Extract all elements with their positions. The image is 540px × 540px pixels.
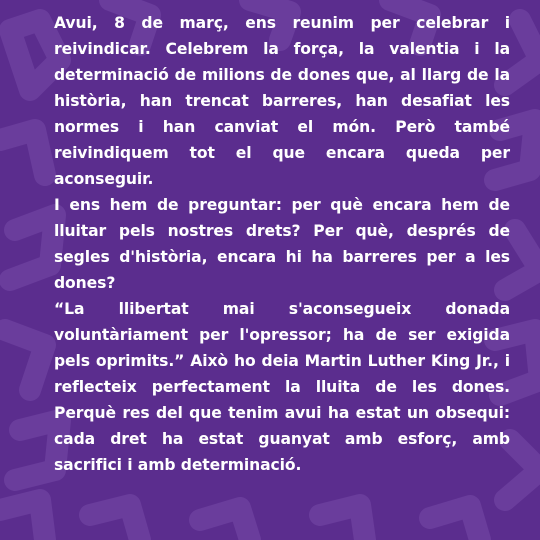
paragraph-quote: “La llibertat mai s'aconsegueix donada voluntàriament per l'opressor; ha de ser exigida pels oprimits.” Això ho deia Martin Luther King Jr., i reflecteix perfectament la lluita de les dones. Perquè res del que tenim avui ha estat un obsequi: cada dret ha estat guanyat amb esforç, amb sacrifici i amb determinació. <box>54 300 510 474</box>
manifesto-text <box>54 10 510 478</box>
paragraph-intro: Avui, 8 de març, ens reunim per celebrar i reivindicar. Celebrem la força, la valentia i la determinació de milions de dones que, al llarg de la història, han trencat barreres, han desafiat les normes i han canviat el món. Però també reivindiquem tot el que encara queda per aconseguir. <box>54 14 510 188</box>
paragraph-question: I ens hem de preguntar: per què encara hem de lluitar pels nostres drets? Per què, després de segles d'història, encara hi ha barreres per a les dones? <box>54 196 510 292</box>
